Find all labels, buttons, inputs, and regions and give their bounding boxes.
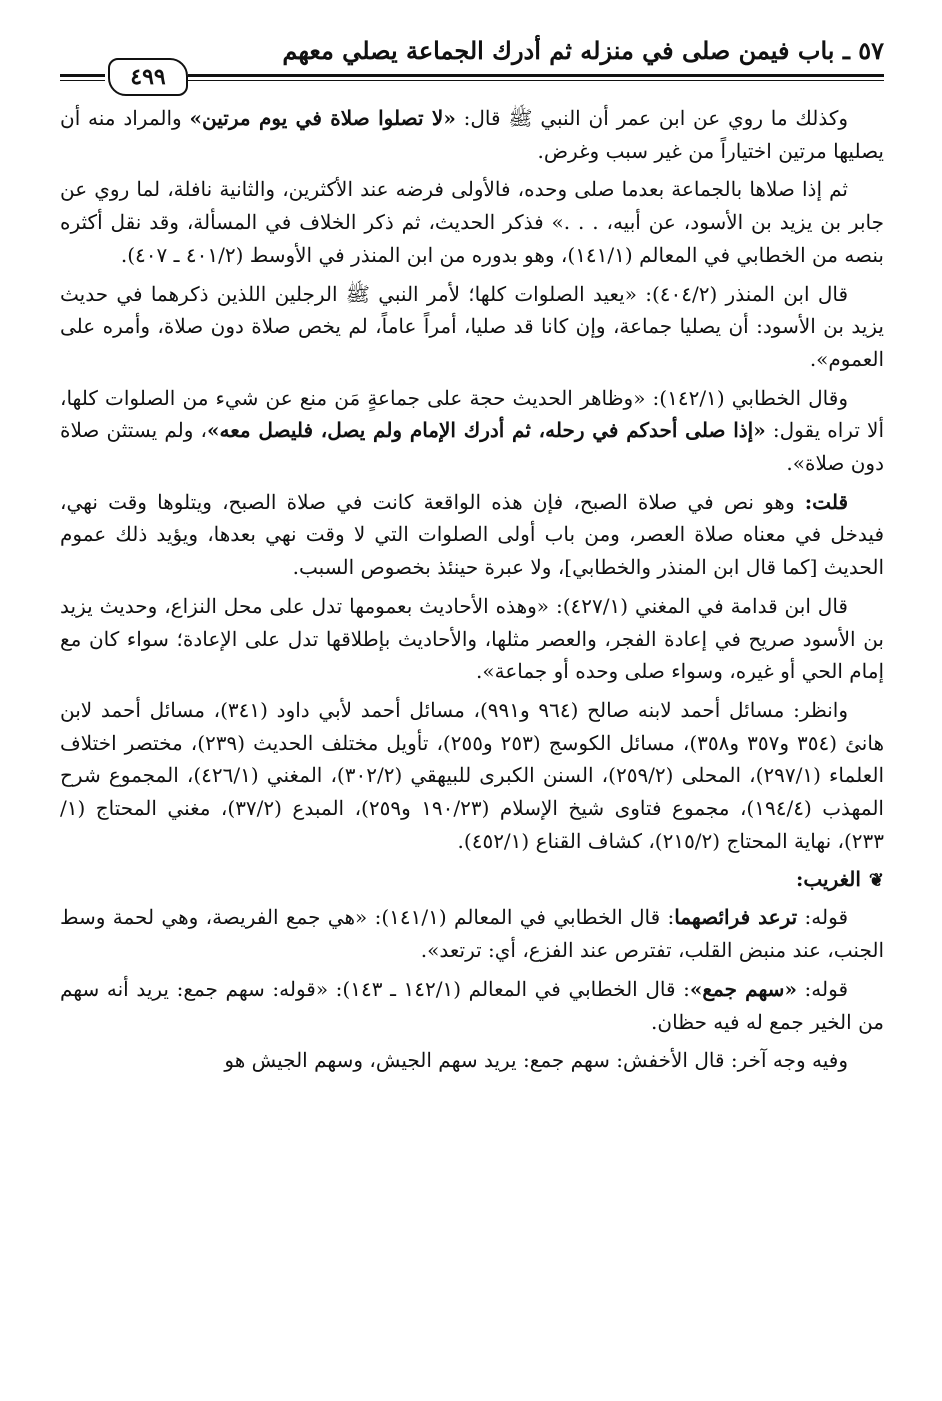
paragraph xyxy=(60,102,884,167)
text-run: وكذلك ما روي عن ابن عمر أن النبي ﷺ قال: xyxy=(455,106,849,130)
text-run: وفيه وجه آخر: قال الأخفش: سهم جمع: يريد سهم الجيش، وسهم الجيش هو xyxy=(224,1048,848,1073)
page-body xyxy=(60,102,884,1077)
text-run: قوله: xyxy=(797,905,849,930)
paragraph xyxy=(60,278,884,376)
hadith-quote: «لا تصلوا صلاة في يوم مرتين» xyxy=(189,106,456,130)
paragraph xyxy=(60,382,884,480)
text-run: : قال الخطابي في المعالم (١٤١/١): «هي جمع الفريصة، وهي لحمة وسط الجنب، عند منبض القلب، تفترص عند الفزع، أي: ترتعد». xyxy=(60,905,884,963)
paragraph xyxy=(60,590,884,688)
gharib-paragraph xyxy=(60,1044,884,1077)
text-run: والمراد منه أن يصليها مرتين اختياراً من غير سبب وغرض. xyxy=(60,106,884,163)
gharib-paragraph xyxy=(60,901,884,966)
page-header xyxy=(60,34,884,96)
header-rule-left xyxy=(60,74,105,77)
running-title: ٥٧ ـ باب فيمن صلى في منزله ثم أدرك الجماعة يصلي معهم xyxy=(282,36,884,65)
text-run: وهو نص في صلاة الصبح، فإن هذه الواقعة كانت في صلاة الصبح، ويتلوها وقت نهي، فيدخل في معناه صلاة العصر، ومن باب أولى الصلوات التي لا وقت نهي بعدها، ويؤيد ذلك عموم الحديث [كما قال ابن المنذر والخطابي]، ولا عبرة حينئذ بخصوص السبب. xyxy=(60,489,884,580)
hadith-quote: «إذا صلى أحدكم في رحله، ثم أدرك الإمام ولم يصل، فليصل معه» xyxy=(207,418,766,443)
header-rule-thin xyxy=(188,80,884,81)
gharib-paragraph xyxy=(60,973,884,1038)
page-number: ٤٩٩ xyxy=(108,58,188,96)
paragraph xyxy=(60,173,884,271)
text-run: ، ولم يستثن صلاة دون صلاة». xyxy=(60,418,884,476)
gharib-heading-text: الغريب: xyxy=(795,867,861,892)
author-note-label: قلت: xyxy=(804,489,848,514)
glossed-term: ترعد فرائصهما xyxy=(674,905,798,930)
text-run: قال ابن قدامة في المغني (٤٢٧/١): «وهذه الأحاديث بعمومها تدل على محل النزاع، وحديث يزيد بن الأسود صريح في إعادة الفجر، والعصر مثلها، والأحاديث بإطلاقها تدل على الإعادة؛ سواء كان مع إمام الحي أو غيره، وسواء صلى وحده أو جماعة». xyxy=(60,593,884,684)
text-run: قوله: xyxy=(796,976,849,1001)
header-rule-left-thin xyxy=(60,80,105,81)
text-run: ثم إذا صلاها بالجماعة بعدما صلى وحده، فالأولى فرضه عند الأكثرين، والثانية نافلة، لما روي عن جابر بن يزيد بن الأسود، عن أبيه، . . .» فذكر الحديث، ثم ذكر الخلاف في المسألة، وقد نقل أكثره بنصه من الخطابي في المعالم (١٤١/١)، وهو بدوره من ابن المنذر في الأوسط (٤٠١/٢ ـ ٤٠٧). xyxy=(60,177,884,267)
text-run: : قال الخطابي في المعالم (١٤٢/١ ـ ١٤٣): «قوله: سهم جمع: يريد أنه سهم من الخير جمع له فيه حظان. xyxy=(60,976,884,1034)
header-rule xyxy=(188,74,884,77)
paragraph xyxy=(60,486,884,584)
text-run: وانظر: مسائل أحمد لابنه صالح (٩٦٤ و٩٩١)، مسائل أحمد لأبي داود (٣٤١)، مسائل أحمد لابن هانئ (٣٥٤ و٣٥٧ و٣٥٨)، مسائل الكوسج (٢٥٣ و٢٥٥)، تأويل مختلف الحديث (٢٣٩)، مختصر اختلاف العلماء (٢٩٧/١)، المحلى (٢٥٩/٢)، السنن الكبرى للبيهقي (٣٠٢/٢)، المغني (٤٢٦/١)، المجموع شرح المهذب (١٩٤/٤)، مجموع فتاوى شيخ الإسلام (١٩٠/٢٣ و٢٥٩)، المبدع (٣٧/٢)، مغني المحتاج (١/ ٢٣٣)، نهاية المحتاج (٢١٥/٢)، كشاف القناع (٤٥٢/١). xyxy=(60,697,885,853)
references-paragraph xyxy=(60,694,884,858)
text-run: وقال الخطابي (١٤٢/١): «وظاهر الحديث حجة على جماعةٍ مَن منع عن شيء من الصلوات كلها، ألا تراه يقول: xyxy=(60,385,884,443)
leaf-bullet-icon: ❦ xyxy=(868,870,884,892)
text-run: قال ابن المنذر (٤٠٤/٢): «يعيد الصلوات كلها؛ لأمر النبي ﷺ الرجلين اللذين ذكرهما في حديث يزيد بن الأسود: أن يصليا جماعة، وإن كانا قد صليا، أمراً عاماً، لم يخص صلاة دون صلاة، وأمره على العموم». xyxy=(60,281,884,371)
glossed-term: «سهم جمع» xyxy=(689,976,797,1001)
gharib-heading xyxy=(60,863,884,897)
